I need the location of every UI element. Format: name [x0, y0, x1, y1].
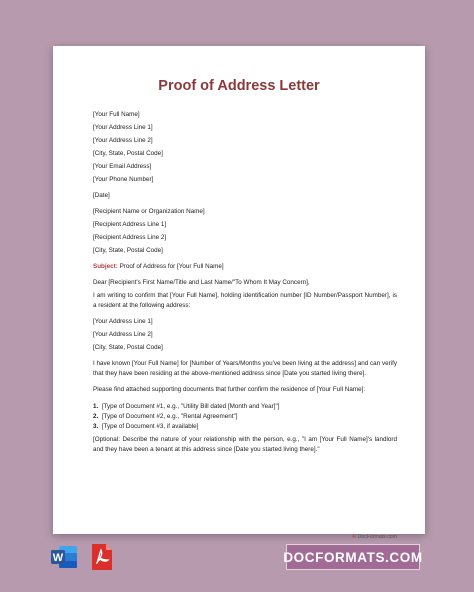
salutation: Dear [Recipient's First Name/Title and Last Name/"To Whom It May Concern], [93, 279, 310, 286]
brand-badge[interactable]: DOCFORMATS.COM [286, 544, 420, 570]
resident-address-line-1: [Your Address Line 1] [93, 318, 153, 326]
verification-paragraph: I have known [Your Full Name] for [Number of Years/Months you've been living at the address] and can verify that they have been residing at the above-mentioned address since [Date you started living there]. [93, 360, 397, 377]
document-title: Proof of Address Letter [158, 78, 320, 94]
list-item: 3. [Type of Document #3, if available] [93, 422, 199, 430]
resident-city: [City, State, Postal Code] [93, 344, 163, 352]
letter-body [93, 110, 397, 461]
optional-paragraph: [Optional: Describe the nature of your relationship with the person, e.g., "I am [Your Full Name]'s landlord and they have been a tenant at this address since [Date you started living there]." [93, 435, 397, 453]
recipient-city: [City, State, Postal Code] [93, 247, 163, 254]
sender-city: [City, State, Postal Code] [93, 150, 163, 157]
subject-line [93, 262, 397, 275]
intro-paragraph: I am writing to confirm that [Your Full Name], holding identification number [ID Number/Passport Number], is a resident at the following address: [93, 292, 397, 309]
watermark-text: DocFormats.com [357, 534, 397, 540]
subject-label: Subject: [93, 263, 118, 270]
recipient-address-line-2: [Recipient Address Line 2] [93, 234, 167, 241]
list-item: 2. [Type of Document #2, e.g., "Rental Agreement"] [93, 412, 238, 420]
document-page [53, 46, 425, 540]
sender-address-line-2: [Your Address Line 2] [93, 137, 153, 144]
letter-date: [Date] [93, 192, 110, 199]
sender-email: [Your Email Address] [93, 163, 152, 170]
subject-text: Proof of Address for [Your Full Name] [119, 263, 224, 270]
copyright-mark: © [352, 534, 357, 540]
pdf-icon[interactable] [90, 543, 114, 571]
sender-name: [Your Full Name] [93, 111, 140, 118]
sender-address-line-1: [Your Address Line 1] [93, 124, 153, 131]
svg-text:W: W [52, 552, 64, 564]
word-icon[interactable] [50, 545, 78, 569]
recipient-name: [Recipient Name or Organization Name] [93, 208, 205, 215]
list-item: 1. [Type of Document #1, e.g., "Utility Bill dated [Month and Year]"] [93, 402, 280, 410]
resident-address-line-2: [Your Address Line 2] [93, 331, 153, 339]
sender-phone: [Your Phone Number] [93, 176, 154, 183]
attachments-paragraph: Please find attached supporting documents that further confirm the residence of [Your Full Name]: [93, 386, 366, 394]
watermark-note [352, 534, 397, 540]
recipient-address-line-1: [Recipient Address Line 1] [93, 221, 167, 228]
